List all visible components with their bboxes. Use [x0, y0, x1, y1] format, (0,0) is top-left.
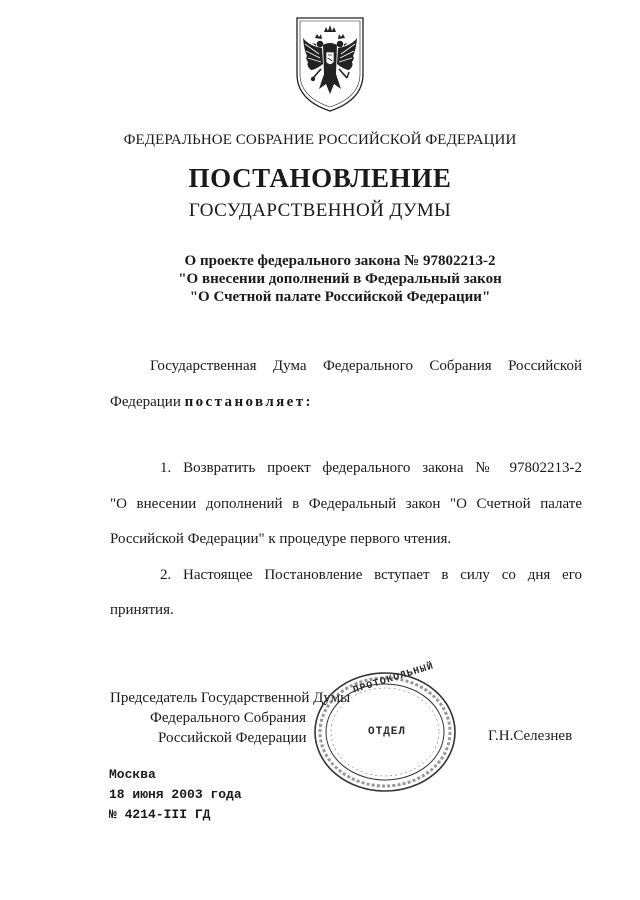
document-subject	[0, 252, 640, 306]
paragraph-line: принятия.	[110, 602, 174, 618]
coat-of-arms-emblem	[291, 14, 369, 114]
signatory-title-line: Председатель Государственной Думы	[110, 690, 351, 706]
stamp-title: ПРОТОКОЛЬНЫЙ	[352, 661, 436, 697]
place-of-issue: Москва	[109, 767, 156, 782]
document-footer	[109, 765, 242, 825]
preamble-line: Государственная Дума Федерального Собрания Российской	[150, 358, 582, 374]
document-number: № 4214-III ГД	[109, 807, 211, 822]
signer-name: Г.Н.Селезнев	[488, 728, 573, 744]
subject-line: "О Счетной палате Российской Федерации"	[189, 289, 491, 305]
signatory-title-line: Федерального Собрания	[150, 710, 307, 726]
document-subtype-title: ГОСУДАРСТВЕННОЙ ДУМЫ	[188, 200, 452, 221]
issue-date: 18 июня 2003 года	[109, 787, 242, 802]
paragraph-line: 1. Возвратить проект федерального закона № 97802213-2	[160, 460, 582, 476]
signatory-title-line: Российской Федерации	[158, 730, 307, 746]
subject-line: О проекте федерального закона № 97802213-2	[184, 253, 496, 269]
resolution-verb: постановляет:	[184, 394, 313, 410]
issuer-heading: ФЕДЕРАЛЬНОЕ СОБРАНИЕ РОССИЙСКОЙ ФЕДЕРАЦИИ	[123, 132, 517, 148]
subject-line: "О внесении дополнений в Федеральный закон	[178, 271, 502, 287]
paragraph-line: 2. Настоящее Постановление вступает в силу со дня его	[160, 567, 582, 583]
preamble-text: Федерации	[110, 394, 181, 410]
paragraph-line: Российской Федерации" к процедуре первого чтения.	[110, 531, 452, 547]
paragraph-line: "О внесении дополнений в Федеральный закон "О Счетной палате	[110, 496, 582, 512]
stamp-subtitle: ОТДЕЛ	[368, 726, 407, 738]
preamble-line	[110, 394, 582, 411]
document-type-title: ПОСТАНОВЛЕНИЕ	[188, 163, 452, 193]
